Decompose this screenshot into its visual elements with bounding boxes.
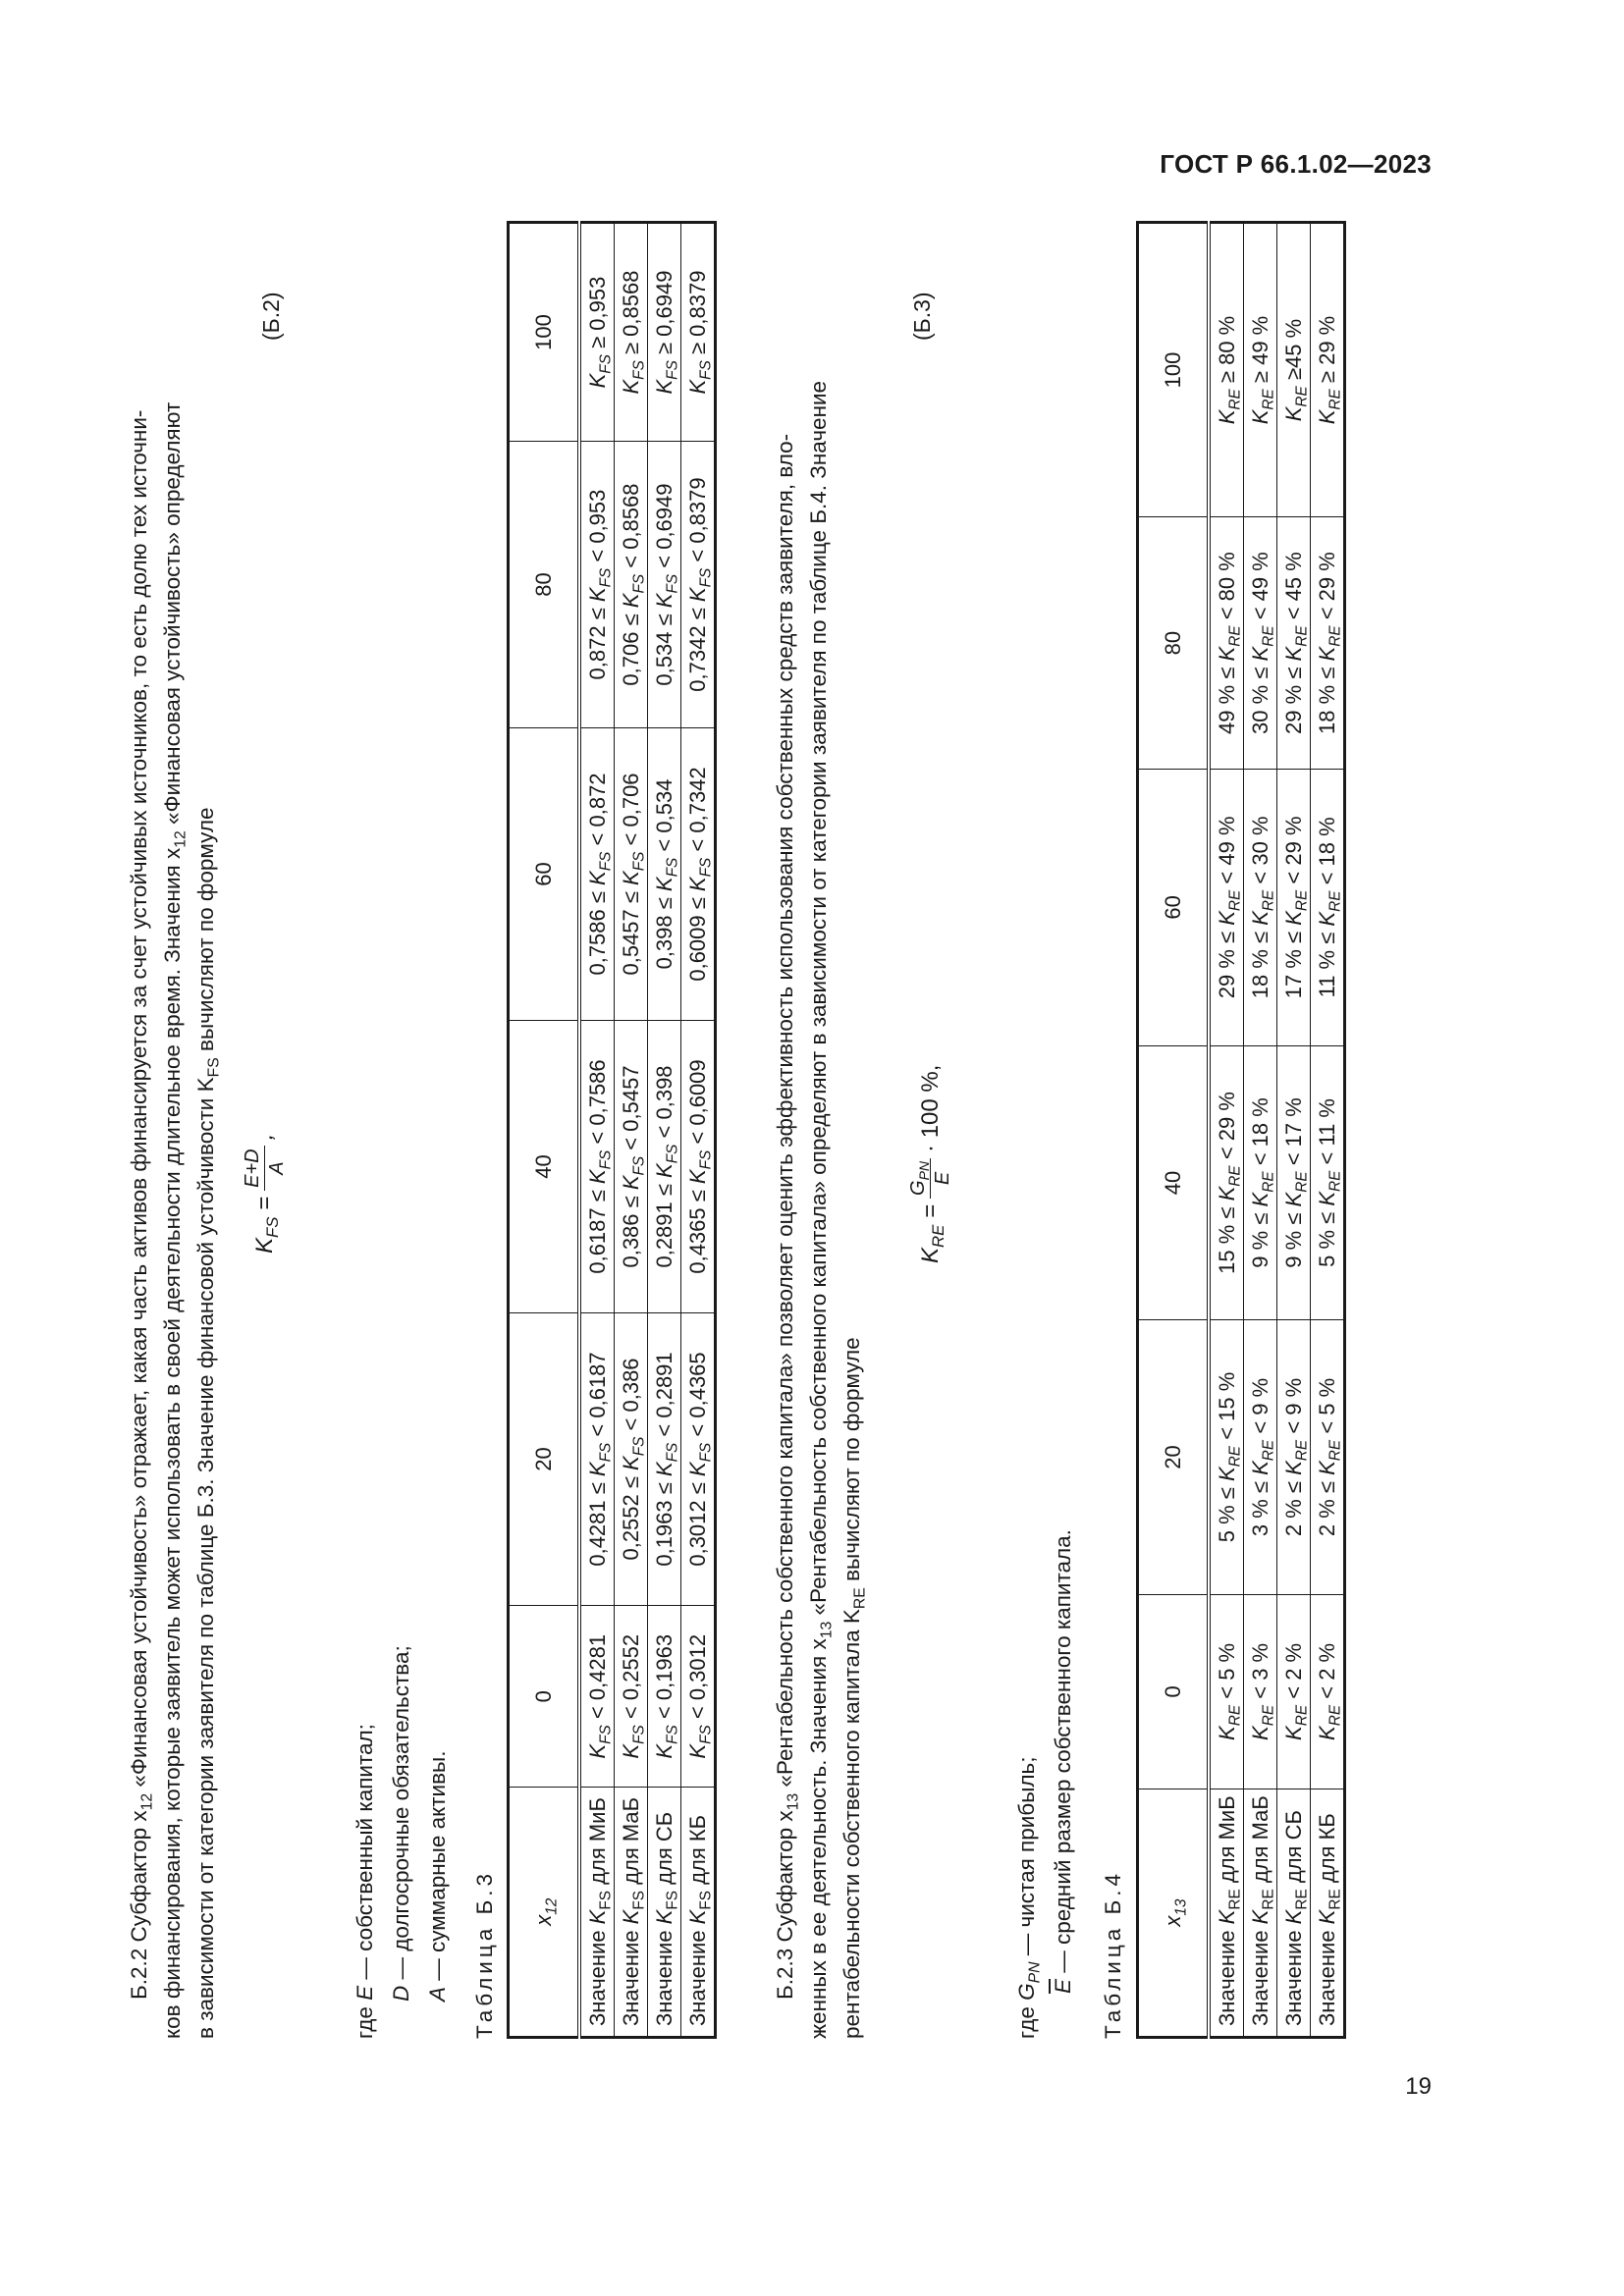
row-label: Значение $K_{FS}$ для МаБ [614, 1788, 647, 2038]
table-cell: $K_{FS} < 0,4281$ [579, 1605, 615, 1787]
table-cell: $K_{FS} \ge 0,953$ [579, 223, 615, 442]
table-cell: $0,6009 \le K_{FS} < 0,7342$ [680, 727, 715, 1020]
table-row [614, 223, 647, 2038]
table-row [1310, 223, 1344, 2038]
formula-b2-fraction: E+D A [241, 1146, 289, 1190]
table-cell: $0,534 \le K_{FS} < 0,6949$ [647, 442, 680, 728]
row-label: Значение $K_{FS}$ для КБ [680, 1788, 715, 2038]
table-cell: $0,1963 \le K_{FS} < 0,2891$ [647, 1312, 680, 1605]
table-cell: $0,4365 \le K_{FS} < 0,6009$ [680, 1020, 715, 1312]
rotated-page-body [113, 213, 1429, 2039]
table-cell: $K_{RE} \ge 49$ % [1243, 223, 1276, 517]
table-row [680, 223, 715, 2038]
table-cell: 9 % ≤ $K_{RE} < 18$ % [1243, 1045, 1276, 1320]
table-b4-col-header: 20 [1138, 1320, 1209, 1594]
table-cell: 30 % ≤ $K_{RE} < 49$ % [1243, 517, 1276, 770]
table-row [1276, 223, 1310, 2038]
table-cell: 2 % ≤ $K_{RE} < 5$ % [1310, 1320, 1344, 1594]
table-b3-col-header: 60 [509, 727, 579, 1020]
table-b4-col-header: 40 [1138, 1045, 1209, 1320]
table-b3-col-header: 20 [509, 1312, 579, 1605]
document-code: ГОСТ Р 66.1.02—2023 [1160, 149, 1432, 179]
table-cell: 29 % ≤ $K_{RE} < 45$ % [1276, 517, 1310, 770]
formula-b3-number: (Б.3) [909, 292, 935, 341]
table-cell: $0,2552 \le K_{FS} < 0,386$ [614, 1312, 647, 1605]
section-b23-line2: женных в ее деятельность. Значения $x_{13}$ «Рентабельность собственного капитала» определяют в зависимости от категории заявителя по таблице Б.4. Значение [806, 380, 836, 2039]
formula-b3-fraction: $G_{PN}$ E [906, 1158, 954, 1199]
table-b3-col-header: 40 [509, 1020, 579, 1312]
table-cell: $0,7342 \le K_{FS} < 0,8379$ [680, 442, 715, 728]
where-b2-item-e: где E — собственный капитал; [352, 1724, 377, 2039]
table-cell: 9 % ≤ $K_{RE} < 17$ % [1276, 1045, 1310, 1320]
table-cell: 2 % ≤ $K_{RE} < 9$ % [1276, 1320, 1310, 1594]
row-label: Значение $K_{FS}$ для СБ [647, 1788, 680, 2038]
table-row [579, 223, 615, 2038]
table-cell: $0,872 \le K_{FS} < 0,953$ [579, 442, 615, 728]
formula-b3: $K_{RE}$ = $G_{PN}$ E · 100 %, [907, 1064, 953, 1263]
row-label: Значение $K_{RE}$ для МиБ [1209, 1789, 1244, 2038]
table-b4-header-row [1138, 223, 1209, 2038]
table-b4-col-header: 60 [1138, 770, 1209, 1046]
table-cell: $0,398 \le K_{FS} < 0,534$ [647, 727, 680, 1020]
table-cell: $K_{FS} < 0,3012$ [680, 1605, 715, 1787]
table-cell: $0,2891 \le K_{FS} < 0,398$ [647, 1020, 680, 1312]
section-b22-line3: в зависимости от категории заявителя по таблице Б.3. Значение финансовой устойчивости $K_{FS}$ вычисляют по формуле [193, 807, 223, 2039]
table-cell: $K_{FS} \ge 0,8568$ [614, 223, 647, 442]
table-cell: $K_{FS} \ge 0,8379$ [680, 223, 715, 442]
table-row [1243, 223, 1276, 2038]
formula-b3-lhs: $K_{RE}$ = [917, 1203, 947, 1263]
table-cell: $K_{RE} < 5$ % [1209, 1594, 1244, 1789]
section-b22-line1: Б.2.2 Субфактор $x_{12}$ «Финансовая устойчивость» отражает, какая часть активов финансируется за счет устойчивых источников, то есть долю тех источни- [127, 409, 156, 2000]
table-b4-col-header: 0 [1138, 1594, 1209, 1789]
page-number: 19 [1405, 2073, 1432, 2100]
table-row [1209, 223, 1244, 2038]
table-b4-caption: Таблица Б.4 [1101, 1869, 1125, 2039]
table-b4-corner: $x_{13}$ [1138, 1789, 1209, 2038]
table-b4 [1136, 221, 1346, 2039]
table-cell: $K_{FS} < 0,1963$ [647, 1605, 680, 1787]
table-cell: $K_{RE} < 2$ % [1276, 1594, 1310, 1789]
section-b23-line3: рентабельности собственного капитала $K_{RE}$ вычисляют по формуле [839, 1337, 869, 2039]
where-b2-item-a: A — суммарные активы. [425, 1750, 450, 2002]
row-label: Значение $K_{FS}$ для МиБ [579, 1788, 615, 2038]
where-b3-item-gpn: где $G_{PN}$ — чистая прибыль; [1014, 1756, 1044, 2039]
where-b3-item-e: $\overline{E}$ — средний размер собственного капитала. [1051, 1529, 1075, 1994]
section-b22-line2: ков финансирования, которые заявитель может использовать в своей деятельности длительное время. Значения $x_{12}$ «Финансовая устойчивость» определяют [160, 401, 189, 2039]
table-b4-col-header: 80 [1138, 517, 1209, 770]
table-cell: 5 % ≤ $K_{RE} < 11$ % [1310, 1045, 1344, 1320]
table-cell: $0,706 \le K_{FS} < 0,8568$ [614, 442, 647, 728]
table-cell: 18 % ≤ $K_{RE} < 29$ % [1310, 517, 1344, 770]
table-cell: $K_{RE} < 3$ % [1243, 1594, 1276, 1789]
table-b3-col-header: 0 [509, 1605, 579, 1787]
table-cell: 17 % ≤ $K_{RE} < 29$ % [1276, 770, 1310, 1046]
row-label: Значение $K_{RE}$ для КБ [1310, 1789, 1344, 2038]
table-cell: $0,3012 \le K_{FS} < 0,4365$ [680, 1312, 715, 1605]
table-cell: 29 % ≤ $K_{RE} < 49$ % [1209, 770, 1244, 1046]
table-cell: $0,7586 \le K_{FS} < 0,872$ [579, 727, 615, 1020]
formula-b2-number: (Б.2) [258, 292, 284, 341]
table-cell: 49 % ≤ $K_{RE} < 80$ % [1209, 517, 1244, 770]
table-cell: $0,5457 \le K_{FS} < 0,706$ [614, 727, 647, 1020]
where-b2-item-d: D — долгосрочные обязательства; [389, 1645, 413, 2002]
table-row [647, 223, 680, 2038]
table-b3 [507, 221, 717, 2039]
formula-b2-lhs: $K_{FS}$ = [251, 1196, 282, 1254]
table-cell: $K_{RE} \ge 29$ % [1310, 223, 1344, 517]
table-cell: $K_{FS} \ge 0,6949$ [647, 223, 680, 442]
formula-b2: $K_{FS}$ = E+D A , [242, 1133, 288, 1254]
table-cell: $K_{RE} < 2$ % [1310, 1594, 1344, 1789]
table-b3-header-row [509, 223, 579, 2038]
table-b3-col-header: 100 [509, 223, 579, 442]
row-label: Значение $K_{RE}$ для МаБ [1243, 1789, 1276, 2038]
table-b4-col-header: 100 [1138, 223, 1209, 517]
table-b3-col-header: 80 [509, 442, 579, 728]
table-b3-corner: $x_{12}$ [509, 1788, 579, 2038]
table-cell: $0,6187 \le K_{FS} < 0,7586$ [579, 1020, 615, 1312]
table-cell: 3 % ≤ $K_{RE} < 9$ % [1243, 1320, 1276, 1594]
table-cell: 5 % ≤ $K_{RE} < 15$ % [1209, 1320, 1244, 1594]
table-cell: $K_{RE} \ge 45$ % [1276, 223, 1310, 517]
row-label: Значение $K_{RE}$ для СБ [1276, 1789, 1310, 2038]
table-cell: $0,386 \le K_{FS} < 0,5457$ [614, 1020, 647, 1312]
table-b3-caption: Таблица Б.3 [472, 1869, 497, 2039]
table-cell: 18 % ≤ $K_{RE} < 30$ % [1243, 770, 1276, 1046]
table-cell: 15 % ≤ $K_{RE} < 29$ % [1209, 1045, 1244, 1320]
table-cell: $K_{RE} \ge 80$ % [1209, 223, 1244, 517]
table-cell: $0,4281 \le K_{FS} < 0,6187$ [579, 1312, 615, 1605]
section-b23-line1: Б.2.3 Субфактор $x_{13}$ «Рентабельность собственного капитала» позволяет оценить эффективность использования собственных средств заявителя, вло- [773, 433, 802, 2000]
table-cell: 11 % ≤ $K_{RE} < 18$ % [1310, 770, 1344, 1046]
table-cell: $K_{FS} < 0,2552$ [614, 1605, 647, 1787]
